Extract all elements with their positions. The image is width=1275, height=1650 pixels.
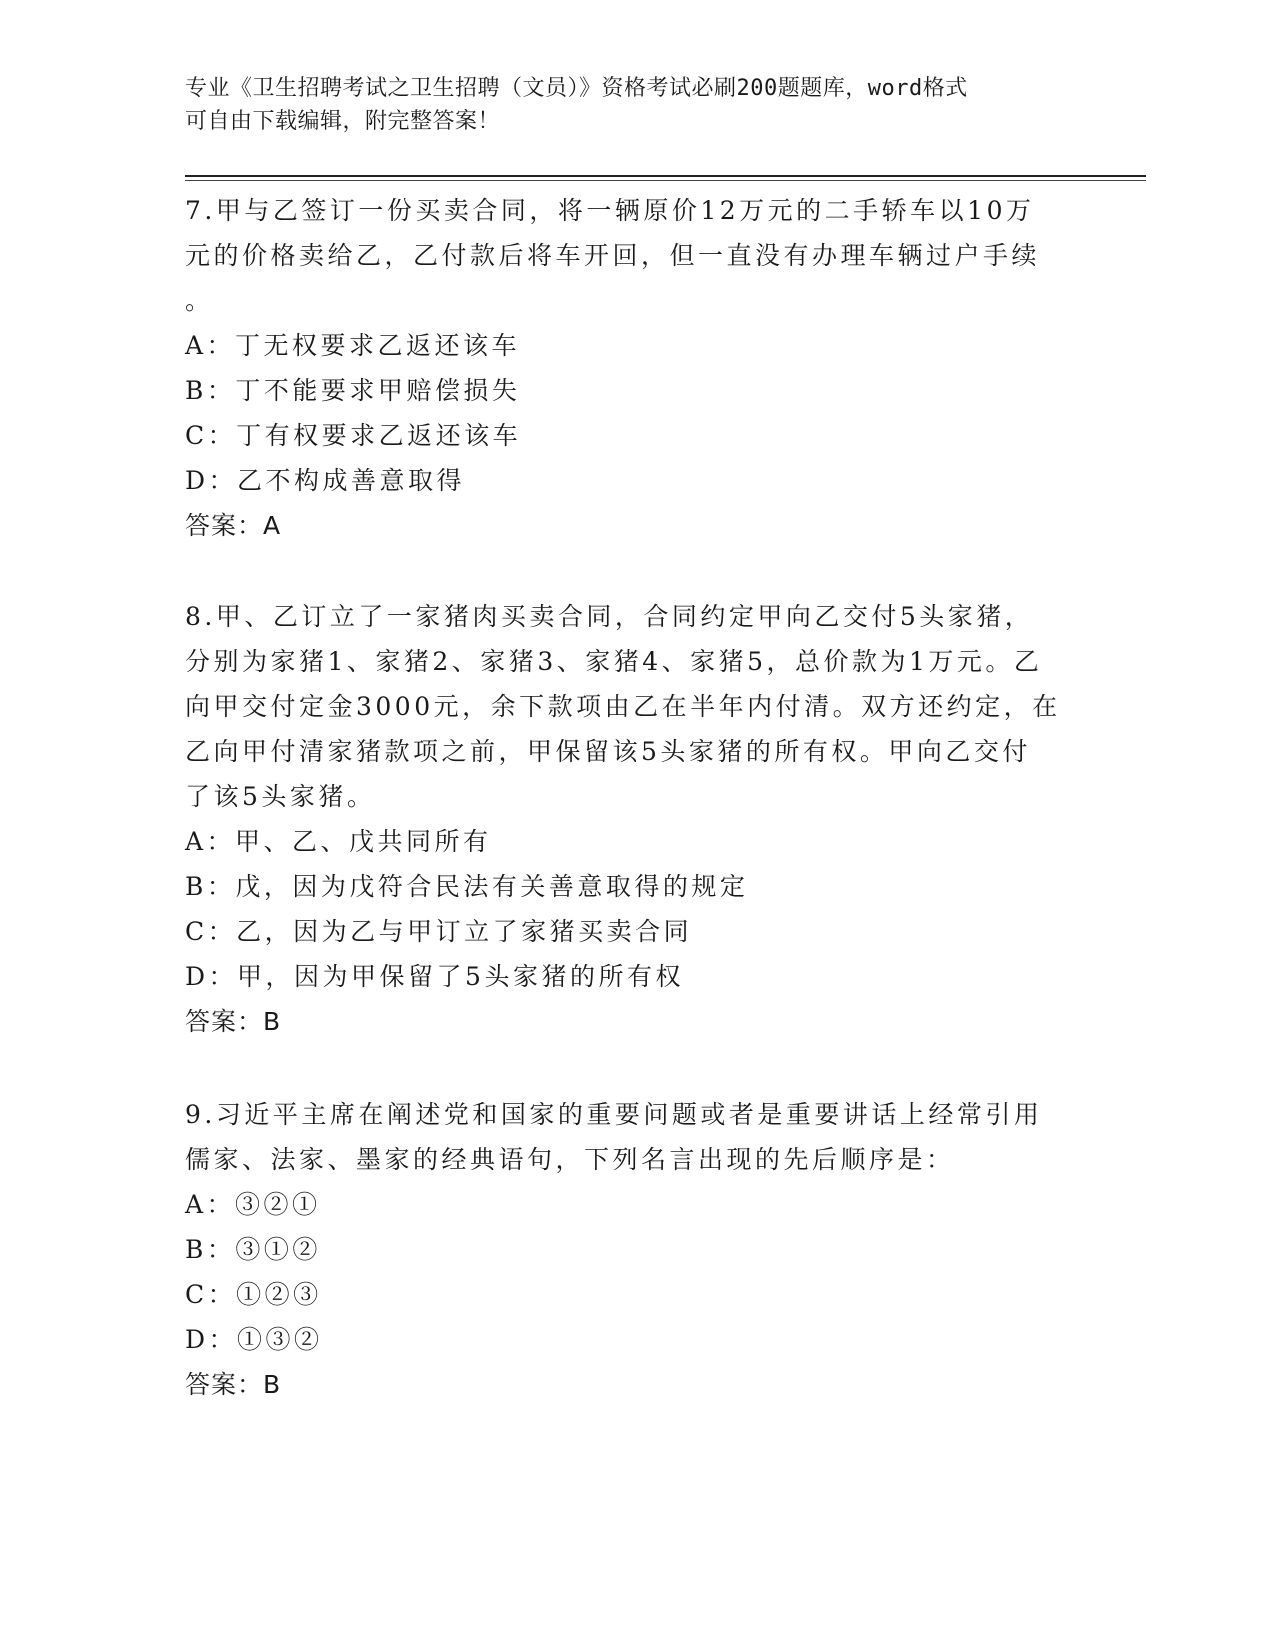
option-d: D：甲，因为甲保留了5头家猪的所有权 xyxy=(185,962,684,991)
option-c: C：①②③ xyxy=(185,1280,322,1309)
option-a: A：丁无权要求乙返还该车 xyxy=(185,331,521,360)
question-stem-line: 向甲交付定金3000元，余下款项由乙在半年内付清。双方还约定，在 xyxy=(185,692,1061,721)
question-stem-line: 。 xyxy=(185,286,214,315)
question-8 xyxy=(185,594,1085,1044)
answer: 答案：B xyxy=(185,1007,282,1036)
header-line-1: 专业《卫生招聘考试之卫生招聘（文员）》资格考试必刷200题题库，word格式 xyxy=(185,76,968,101)
answer: 答案：A xyxy=(185,511,282,540)
option-b: B：丁不能要求甲赔偿损失 xyxy=(185,376,521,405)
header-divider-thick xyxy=(185,175,1146,177)
option-a: A：③②① xyxy=(185,1190,321,1219)
answer: 答案：B xyxy=(185,1370,282,1399)
header-line-2: 可自由下载编辑，附完整答案！ xyxy=(185,109,501,134)
option-c: C：丁有权要求乙返还该车 xyxy=(185,421,522,450)
option-d: D：①③② xyxy=(185,1325,323,1354)
question-stem-line: 乙向甲付清家猪款项之前，甲保留该5头家猪的所有权。甲向乙交付 xyxy=(185,737,1031,766)
question-9 xyxy=(185,1092,1085,1407)
question-stem-line: 元的价格卖给乙，乙付款后将车开回，但一直没有办理车辆过户手续 xyxy=(185,241,1041,270)
question-stem-line: 9.习近平主席在阐述党和国家的重要问题或者是重要讲话上经常引用 xyxy=(185,1100,1043,1129)
option-b: B：戊，因为戊符合民法有关善意取得的规定 xyxy=(185,872,749,901)
option-c: C：乙，因为乙与甲订立了家猪买卖合同 xyxy=(185,917,693,946)
option-d: D：乙不构成善意取得 xyxy=(185,466,466,495)
document-header xyxy=(185,72,1065,138)
header-divider-thin xyxy=(185,180,1146,181)
option-b: B：③①② xyxy=(185,1235,321,1264)
question-stem-line: 7.甲与乙签订一份买卖合同，将一辆原价12万元的二手轿车以10万 xyxy=(185,196,1035,225)
option-a: A：甲、乙、戊共同所有 xyxy=(185,827,492,856)
question-7 xyxy=(185,188,1085,548)
question-stem-line: 分别为家猪1、家猪2、家猪3、家猪4、家猪5，总价款为1万元。乙 xyxy=(185,647,1043,676)
question-stem-line: 8.甲、乙订立了一家猪肉买卖合同，合同约定甲向乙交付5头家猪， xyxy=(185,602,1034,631)
question-stem-line: 儒家、法家、墨家的经典语句，下列名言出现的先后顺序是： xyxy=(185,1145,955,1174)
question-stem-line: 了该5头家猪。 xyxy=(185,782,376,811)
